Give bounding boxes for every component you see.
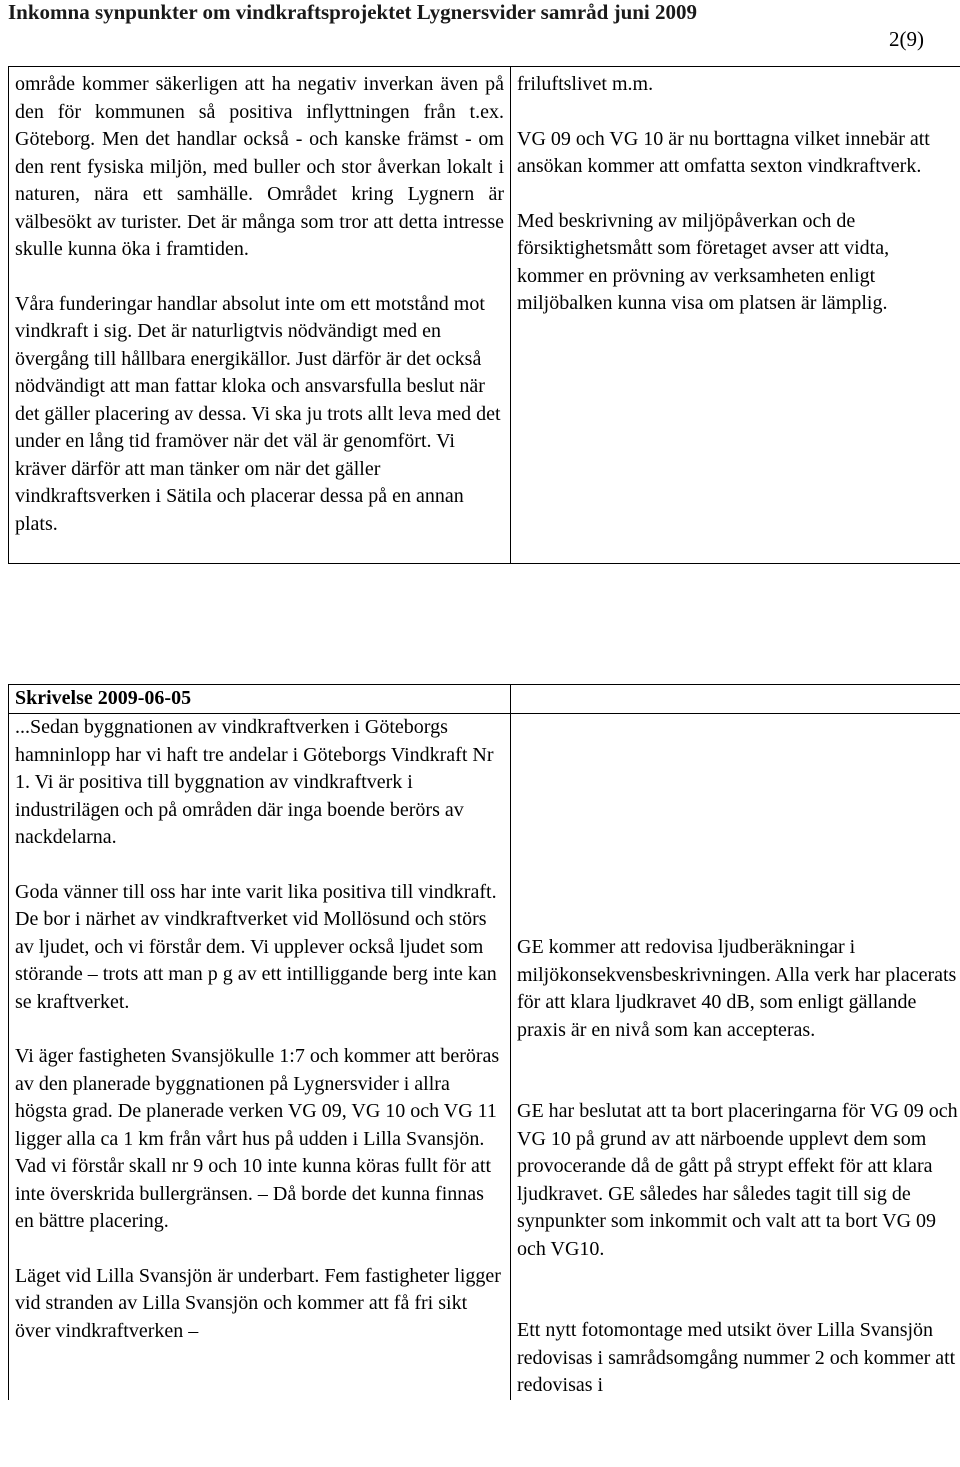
heading-cell (9, 685, 511, 714)
comments-table-1 (8, 66, 960, 564)
response-paragraph: Med beskrivning av miljöpåverkan och de försiktighetsmått som företaget avser att vidta, kommer en prövning av verksamheten enligt miljöbalken kunna visa om platsen är lämplig. (517, 209, 890, 314)
comments-table-2 (8, 684, 960, 1400)
response-paragraph: VG 09 och VG 10 är nu borttagna vilket innebär att ansökan kommer att omfatta sexton vindkraftverk. (517, 127, 930, 177)
page-header (8, 0, 952, 66)
heading-cell-empty (511, 685, 960, 714)
response-cell (511, 67, 960, 564)
comment-paragraph: Vi äger fastigheten Svansjökulle 1:7 och kommer att beröras av den planerade byggnationen på Lygnersvider i allra högsta grad. De planerade verken VG 09, VG 10 och VG 11 ligger alla ca 1 km från vårt hus på udden i Lilla Svansjön. Vad vi förstår skall nr 9 och 10 inte kunna köras fullt för att inte överskrida bullergränsen. – Då borde det kunna finnas en bättre placering. (15, 1045, 500, 1232)
section-heading: Skrivelse 2009-06-05 (15, 687, 192, 709)
comment-paragraph: Läget vid Lilla Svansjön är underbart. Fem fastigheter ligger vid stranden av Lilla Svansjön och kommer att få fri sikt över vindkraftverken – (15, 1264, 501, 1342)
response-paragraph: friluftslivet m.m. (517, 73, 654, 95)
comment-paragraph: Våra funderingar handlar absolut inte om ett motstånd mot vindkraft i sig. Det är naturligtvis nödvändigt med en övergång till hållbara energikällor. Just därför är det också nödvändigt att man fattar kloka och ansvarsfulla beslut när det gäller placering av dessa. Vi ska ju trots allt leva med det under en lång tid framöver när det väl är genomfört. Vi kräver därför att man tänker om när det gäller vindkraftsverken i Sätila och placerar dessa på en annan plats. (15, 292, 501, 535)
table-row (9, 714, 960, 1400)
response-cell (511, 714, 960, 1400)
comment-paragraph: ...Sedan byggnationen av vindkraftverken i Göteborgs hamninlopp har vi haft tre andelar i Göteborgs Vindkraft Nr 1. Vi är positiva till byggnation av vindkraftverk i industrilägen och på områden där inga boende berörs av nackdelarna. (15, 716, 494, 848)
document-title: Inkomna synpunkter om vindkraftsprojektet Lygnersvider samråd juni 2009 (8, 0, 698, 24)
comment-cell (9, 67, 511, 564)
response-paragraph: GE har beslutat att ta bort placeringarna för VG 09 och VG 10 på grund av att närboende upplevt dem som provocerande då de gått på strypt effekt för att klara ljudkravet. GE således har således tagit till sig de synpunkter som inkommit och valt att ta bort VG 09 och VG10. (517, 1100, 958, 1260)
page-number: 2(9) (889, 27, 924, 51)
response-paragraph: GE kommer att redovisa ljudberäkningar i miljökonsekvensbeskrivningen. Alla verk har placerats för att klara ljudkravet 40 dB, som enligt gällande praxis är en nivå som kan accepteras. (517, 936, 957, 1041)
response-paragraph: Ett nytt fotomontage med utsikt över Lilla Svansjön redovisas i samrådsomgång nummer 2 och kommer att redovisas i (517, 1319, 956, 1396)
table-row (9, 67, 960, 564)
table-row (9, 685, 960, 714)
comment-cell (9, 714, 511, 1400)
comment-paragraph: område kommer säkerligen att ha negativ inverkan även på den för kommunen så positiva inflyttningen från t.ex. Göteborg. Men det handlar också - och kanske främst - om den rent fysiska miljön, med buller och stor åverkan lokalt i naturen, nära ett samhälle. Området kring Lygnern är välbesökt av turister. Det är många som tror att detta intresse skulle kunna öka i framtiden. (15, 73, 504, 260)
comment-paragraph: Goda vänner till oss har inte varit lika positiva till vindkraft. De bor i närhet av vindkraftverket vid Mollösund och störs av ljudet, och vi förstår dem. Vi upplever också ljudet som störande – trots att man p g av ett intilliggande berg inte kan se kraftverket. (15, 880, 497, 1013)
